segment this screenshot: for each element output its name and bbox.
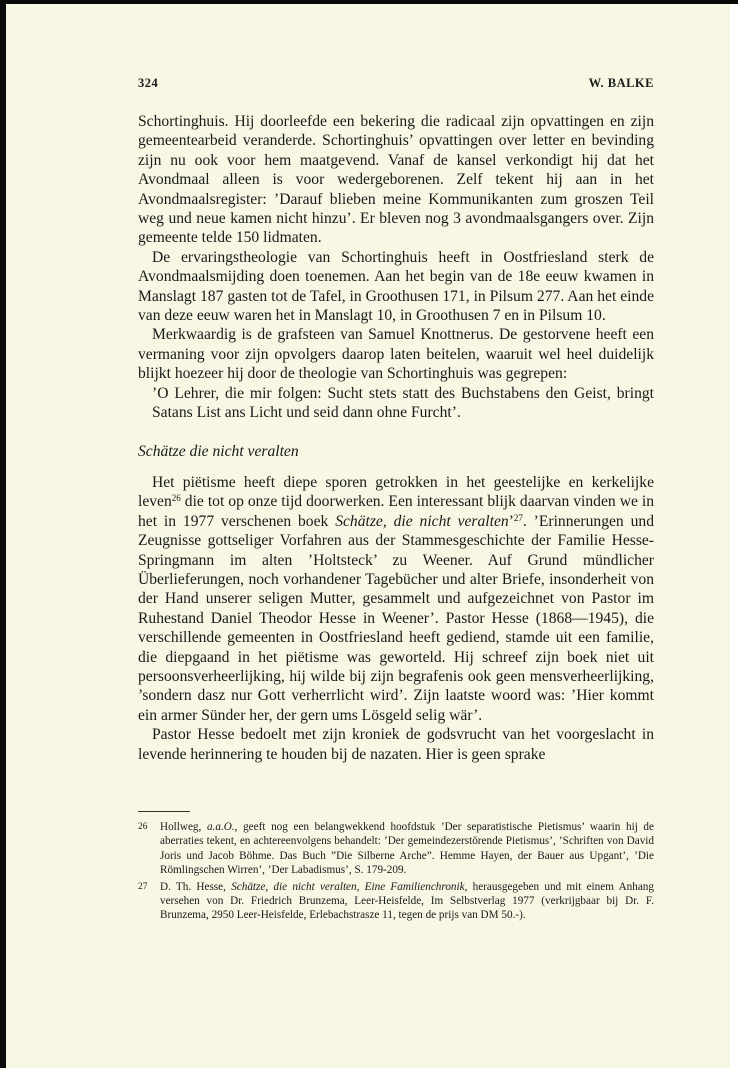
footnote-27 [138,880,654,923]
paragraph-4-text-c: ’ [508,512,514,530]
footnote-26 [138,820,654,878]
running-head: W. BALKE [588,76,654,90]
footnote-body [160,880,654,923]
paragraph-3: Merkwaardig is de grafsteen van Samuel Knottnerus. De gestorvene heeft een vermaning voor zijn opvolgers daarop laten beitelen, waaruit wel heel duidelijk blijkt hoezeer hij door de theologie van Schortinghuis was gegrepen: [138,326,654,383]
footnote-27-italic: Schätze, die nicht veralten, Eine Familienchronik, [231,880,468,893]
block-quote: ’O Lehrer, die mir folgen: Sucht stets statt des Buchstabens den Geist, bringt Satans List ans Licht und seid dann ohne Furcht’. [152,384,654,422]
page-number: 324 [138,76,159,90]
footnote-26-italic: a.a.O. [206,821,235,833]
footnote-ref-27[interactable]: 27 [513,512,523,523]
footnotes [138,820,654,925]
footnote-number: 26 [138,822,148,832]
footnote-27-text-a: D. Th. Hesse, [160,880,232,893]
section-title: Schätze die nicht veralten [138,442,299,460]
body-text [138,112,654,764]
paragraph-4-text-b: die tot op onze tijd doorwerken. Een interessant blijk daarvan vinden we in het in 1977 verschenen boek [138,493,654,530]
paragraph-2: De ervaringstheologie van Schortinghuis heeft in Oostfriesland sterk de Avondmaalsmijding doen toenemen. Aan het begin van de 18e eeuw kwamen in Manslagt 187 gasten tot de Tafel, in Groothusen 171, in Pilsum 277. Aan het einde van deze eeuw waren het in Manslagt 10, in Groothusen 7 en in Pilsum 10. [138,248,654,325]
footnote-27-text-b: herausgegeben und mit einem Anhang versehen von Dr. Friedrich Brunzema, Leer-Heisfelde, Im Selbstverlag 1977 (verkrijgbaar bij Dr. F. Brunzema, 2950 Leer-Heisfelde, Erlebachstrasze 11, tegen de prijs van DM 50.-). [160,880,654,922]
paragraph-4-text-d: . ’Erinnerungen und Zeugnisse gottseliger Vorfahren aus der Stammesgeschichte der Familie Hesse-Springmann im alten ’Holtsteck’ zu Weener. Auf Grund mündlicher Überlieferungen, noch vorhandener Tagebücher und alter Briefe, insonderheit von der Hand unserer seligen Mutter, gesammelt und aufgezeichnet von Pastor im Ruhestand Daniel Theodor Hesse in Weener’. Pastor Hesse (1868—1945), die verschillende gemeenten in Oostfriesland heeft gediend, stamde uit een familie, die diepgaand in het piëtisme was geworteld. Hij schreef zijn boek niet uit persoonsverheerlijking, hij wilde bij zijn begrafenis ook geen mensverheerlijking, ’sondern dasz nur Gott verherrlicht wird’. Zijn laatste woord was: ’Hier kommt ein armer Sünder her, der gern ums Lösgeld selig wär’. [138,512,654,724]
paragraph-1: Schortinghuis. Hij doorleefde een bekering die radicaal zijn opvattingen en zijn gemeentearbeid veranderde. Schortinghuis’ opvattingen over letter en bevinding zijn nu ook voor hem maatgevend. Vanaf de kansel verkondigt hij dat het Avondmaal alleen is voor wedergeborenen. Zelf tekent hij aan in het Avondmaalsregister: ’Darauf blieben meine Kommunikanten zum groszen Teil weg und neue kamen nicht hinzu’. Er bleven nog 3 avondmaalsgangers over. Zijn gemeente telde 150 lidmaten. [138,113,654,247]
book-title: Schätze, die nicht veralten [335,512,509,530]
paragraph-4-text-a: Het piëtisme heeft diepe sporen getrokken in het geestelijke en kerkelijke leven [138,473,654,511]
paragraph-4 [138,473,654,725]
footnote-26-text-b: , geeft nog een belangwekkend hoofdstuk ’Der separatistische Pietismus’ waarin hij de aberraties tekent, en achtereenvolgens behandelt: ’Der gemeindezerstörende Pietismus’, ’Schriften von David Joris und Jacob Böhme. Das Buch ”Die Silberne Arche”. Hemme Hayen, der Bauer aus Upgant’, ’Die Römlingschen Wirren’, ’Der Labadismus’, S. 179-209. [160,821,654,877]
footnote-26-text-a: Hollweg, [160,821,207,833]
paragraph-5: Pastor Hesse bedoelt met zijn kroniek de godsvrucht van het voorgeslacht in levende herinnering te houden bij de nazaten. Hier is geen sprake [138,726,654,763]
footnote-body [160,820,654,878]
footnote-divider [138,811,190,812]
footnote-ref-26[interactable]: 26 [171,493,181,504]
footnote-number: 27 [138,881,148,892]
